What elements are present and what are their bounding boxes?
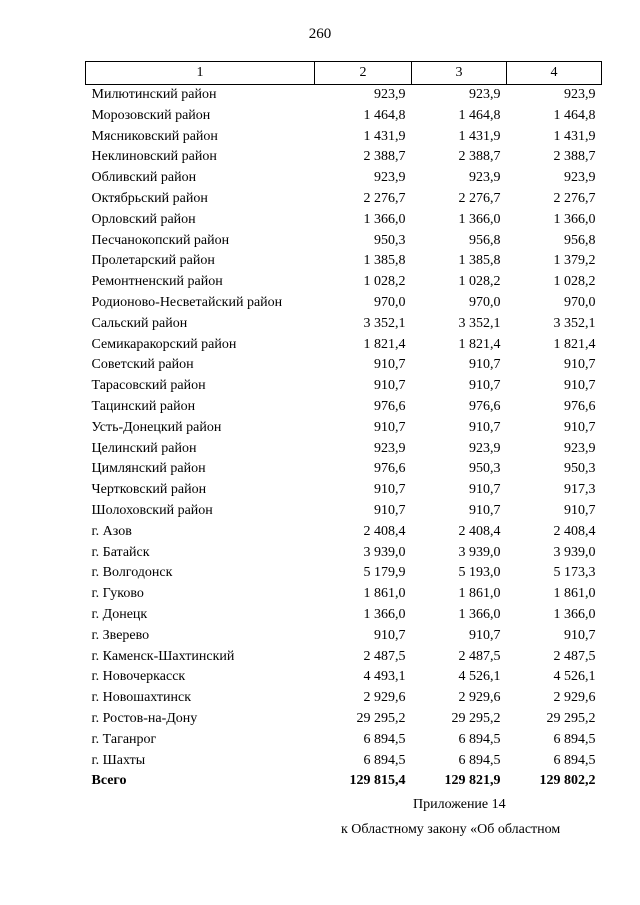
row-label: г. Волгодонск bbox=[91, 565, 173, 581]
row-value-col3: 910,7 bbox=[469, 378, 501, 394]
row-label: Пролетарский район bbox=[91, 253, 215, 269]
table-row bbox=[86, 459, 602, 480]
table-row bbox=[86, 543, 602, 564]
table-row bbox=[86, 647, 602, 668]
table-row bbox=[86, 168, 602, 189]
row-value-col3: 910,7 bbox=[469, 502, 501, 518]
row-value-col4: 3 939,0 bbox=[553, 544, 596, 560]
row-value-col2: 1 366,0 bbox=[363, 606, 406, 622]
row-value-col2: 29 295,2 bbox=[356, 710, 406, 726]
row-value-col2: 976,6 bbox=[374, 461, 406, 477]
row-value-col3: 1 028,2 bbox=[458, 274, 501, 290]
budget-table bbox=[85, 61, 602, 792]
row-value-col4: 5 173,3 bbox=[553, 565, 596, 581]
row-value-col4: 970,0 bbox=[564, 294, 596, 310]
table-row bbox=[86, 189, 602, 210]
row-value-col4: 29 295,2 bbox=[546, 710, 596, 726]
row-value-col4: 1 861,0 bbox=[553, 586, 596, 602]
row-value-col3: 3 939,0 bbox=[458, 544, 501, 560]
row-value-col3: 923,9 bbox=[469, 440, 501, 456]
row-value-col4: 2 487,5 bbox=[553, 648, 596, 664]
row-value-col4: 4 526,1 bbox=[553, 669, 596, 685]
row-value-col2: 910,7 bbox=[374, 482, 406, 498]
row-value-col2: 923,9 bbox=[374, 440, 406, 456]
row-label: Всего bbox=[91, 773, 127, 789]
row-value-col2: 1 028,2 bbox=[363, 274, 406, 290]
row-value-col3: 976,6 bbox=[469, 398, 501, 414]
row-value-col3: 1 821,4 bbox=[458, 336, 501, 352]
row-label: Октябрьский район bbox=[91, 190, 208, 206]
row-value-col4: 1 431,9 bbox=[553, 128, 596, 144]
table-row bbox=[86, 584, 602, 605]
row-value-col4: 1 366,0 bbox=[553, 606, 596, 622]
column-header-4: 4 bbox=[507, 62, 602, 85]
row-value-col2: 2 408,4 bbox=[363, 523, 406, 539]
row-value-col2: 2 487,5 bbox=[363, 648, 406, 664]
row-value-col2: 6 894,5 bbox=[363, 731, 406, 747]
row-value-col4: 1 464,8 bbox=[553, 107, 596, 123]
row-label: Милютинский район bbox=[91, 87, 217, 102]
row-value-col4: 917,3 bbox=[564, 482, 596, 498]
row-value-col4: 923,9 bbox=[564, 87, 596, 102]
table-row bbox=[86, 335, 602, 356]
row-value-col2: 1 861,0 bbox=[363, 586, 406, 602]
row-value-col4: 923,9 bbox=[564, 440, 596, 456]
row-value-col3: 910,7 bbox=[469, 482, 501, 498]
row-value-col3: 1 366,0 bbox=[458, 211, 501, 227]
row-label: г. Зверево bbox=[91, 627, 150, 643]
row-value-col2: 2 276,7 bbox=[363, 190, 406, 206]
table-row bbox=[86, 522, 602, 543]
row-value-col2: 1 464,8 bbox=[363, 107, 406, 123]
table-row bbox=[86, 418, 602, 439]
row-value-col2: 1 385,8 bbox=[363, 253, 406, 269]
row-label: г. Каменск-Шахтинский bbox=[91, 648, 235, 664]
row-value-col2: 910,7 bbox=[374, 627, 406, 643]
row-value-col2: 970,0 bbox=[374, 294, 406, 310]
row-value-col4: 1 366,0 bbox=[553, 211, 596, 227]
row-label: Обливский район bbox=[91, 170, 197, 186]
row-label: Чертковский район bbox=[91, 482, 207, 498]
row-value-col3: 923,9 bbox=[469, 87, 501, 102]
row-label: Неклиновский район bbox=[91, 149, 217, 165]
table-row bbox=[86, 355, 602, 376]
row-value-col3: 5 193,0 bbox=[458, 565, 501, 581]
table-row bbox=[86, 272, 602, 293]
row-value-col3: 2 408,4 bbox=[458, 523, 501, 539]
table-row bbox=[86, 480, 602, 501]
row-value-col4: 2 276,7 bbox=[553, 190, 596, 206]
row-label: Советский район bbox=[91, 357, 194, 373]
row-value-col4: 6 894,5 bbox=[553, 752, 596, 768]
table-row bbox=[86, 439, 602, 460]
row-value-col2: 1 431,9 bbox=[363, 128, 406, 144]
row-value-col3: 6 894,5 bbox=[458, 731, 501, 747]
row-value-col4: 976,6 bbox=[564, 398, 596, 414]
table-row bbox=[86, 605, 602, 626]
row-value-col4: 1 379,2 bbox=[553, 253, 596, 269]
column-header-3: 3 bbox=[412, 62, 507, 85]
row-value-col3: 2 487,5 bbox=[458, 648, 501, 664]
row-value-col4: 956,8 bbox=[564, 232, 596, 248]
row-value-col2: 910,7 bbox=[374, 419, 406, 435]
table-row bbox=[86, 751, 602, 772]
row-label: Семикаракорский район bbox=[91, 336, 237, 352]
row-label: г. Новочеркасск bbox=[91, 669, 186, 685]
table-row bbox=[86, 667, 602, 688]
row-value-col4: 2 388,7 bbox=[553, 149, 596, 165]
table-row bbox=[86, 376, 602, 397]
table-row bbox=[86, 709, 602, 730]
row-value-col3: 1 385,8 bbox=[458, 253, 501, 269]
row-label: Шолоховский район bbox=[91, 502, 213, 518]
table-row bbox=[86, 626, 602, 647]
row-label: Родионово-Несветайский район bbox=[91, 294, 283, 310]
row-value-col4: 910,7 bbox=[564, 357, 596, 373]
table-row bbox=[86, 127, 602, 148]
row-value-col3: 910,7 bbox=[469, 419, 501, 435]
row-value-col3: 129 821,9 bbox=[444, 773, 501, 789]
column-header-1: 1 bbox=[86, 62, 315, 85]
row-value-col3: 2 276,7 bbox=[458, 190, 501, 206]
row-label: г. Батайск bbox=[91, 544, 150, 560]
table-row bbox=[86, 251, 602, 272]
row-value-col2: 923,9 bbox=[374, 170, 406, 186]
row-label: Тацинский район bbox=[91, 398, 196, 414]
row-value-col3: 1 431,9 bbox=[458, 128, 501, 144]
table-row bbox=[86, 314, 602, 335]
row-value-col3: 1 366,0 bbox=[458, 606, 501, 622]
row-value-col2: 6 894,5 bbox=[363, 752, 406, 768]
row-value-col2: 1 366,0 bbox=[363, 211, 406, 227]
row-value-col2: 910,7 bbox=[374, 357, 406, 373]
row-value-col3: 4 526,1 bbox=[458, 669, 501, 685]
row-value-col4: 1 028,2 bbox=[553, 274, 596, 290]
row-value-col3: 950,3 bbox=[469, 461, 501, 477]
row-value-col3: 923,9 bbox=[469, 170, 501, 186]
row-value-col4: 923,9 bbox=[564, 170, 596, 186]
row-value-col3: 2 388,7 bbox=[458, 149, 501, 165]
row-value-col3: 6 894,5 bbox=[458, 752, 501, 768]
row-label: Цимлянский район bbox=[91, 461, 206, 477]
table-row bbox=[86, 85, 602, 106]
row-value-col3: 3 352,1 bbox=[458, 315, 501, 331]
row-value-col2: 950,3 bbox=[374, 232, 406, 248]
row-value-col4: 1 821,4 bbox=[553, 336, 596, 352]
row-value-col3: 1 861,0 bbox=[458, 586, 501, 602]
row-label: г. Шахты bbox=[91, 752, 146, 768]
appendix-caption-text: к Областному закону «Об областном bbox=[341, 822, 561, 837]
row-value-col2: 910,7 bbox=[374, 378, 406, 394]
row-value-col2: 1 821,4 bbox=[363, 336, 406, 352]
row-value-col3: 29 295,2 bbox=[451, 710, 501, 726]
row-value-col3: 2 929,6 bbox=[458, 690, 501, 706]
table-body bbox=[86, 85, 602, 793]
table-row bbox=[86, 563, 602, 584]
row-value-col4: 6 894,5 bbox=[553, 731, 596, 747]
row-value-col2: 2 929,6 bbox=[363, 690, 406, 706]
row-label: Песчанокопский район bbox=[91, 232, 230, 248]
appendix-title-text: Приложение 14 bbox=[413, 797, 506, 812]
row-label: г. Гуково bbox=[91, 586, 144, 602]
row-label: г. Ростов-на-Дону bbox=[91, 710, 198, 726]
table-row bbox=[86, 210, 602, 231]
row-value-col2: 129 815,4 bbox=[349, 773, 406, 789]
row-value-col4: 2 408,4 bbox=[553, 523, 596, 539]
page-number: 260 bbox=[308, 26, 332, 42]
row-value-col4: 950,3 bbox=[564, 461, 596, 477]
table-row bbox=[86, 501, 602, 522]
row-value-col2: 3 939,0 bbox=[363, 544, 406, 560]
row-label: Мясниковский район bbox=[91, 128, 218, 144]
table-row bbox=[86, 106, 602, 127]
column-header-2: 2 bbox=[315, 62, 412, 85]
row-value-col4: 910,7 bbox=[564, 378, 596, 394]
row-label: Сальский район bbox=[91, 315, 188, 331]
row-value-col4: 2 929,6 bbox=[553, 690, 596, 706]
row-value-col3: 910,7 bbox=[469, 627, 501, 643]
row-value-col2: 910,7 bbox=[374, 502, 406, 518]
row-value-col4: 129 802,2 bbox=[539, 773, 596, 789]
row-value-col4: 910,7 bbox=[564, 502, 596, 518]
row-label: Усть-Донецкий район bbox=[91, 419, 222, 435]
row-value-col3: 970,0 bbox=[469, 294, 501, 310]
row-label: г. Новошахтинск bbox=[91, 690, 192, 706]
row-label: Ремонтненский район bbox=[91, 274, 223, 290]
row-value-col2: 2 388,7 bbox=[363, 149, 406, 165]
total-row bbox=[86, 771, 602, 792]
table-row bbox=[86, 397, 602, 418]
row-value-col2: 4 493,1 bbox=[363, 669, 406, 685]
row-label: г. Таганрог bbox=[91, 731, 157, 747]
row-value-col4: 910,7 bbox=[564, 419, 596, 435]
row-value-col3: 956,8 bbox=[469, 232, 501, 248]
row-value-col4: 910,7 bbox=[564, 627, 596, 643]
table-row bbox=[86, 231, 602, 252]
row-label: г. Азов bbox=[91, 523, 132, 539]
table-header bbox=[86, 62, 602, 85]
row-label: г. Донецк bbox=[91, 606, 148, 622]
row-label: Орловский район bbox=[91, 211, 196, 227]
row-value-col2: 923,9 bbox=[374, 87, 406, 102]
row-value-col3: 910,7 bbox=[469, 357, 501, 373]
table-row bbox=[86, 293, 602, 314]
table-row bbox=[86, 730, 602, 751]
row-value-col2: 3 352,1 bbox=[363, 315, 406, 331]
row-value-col2: 976,6 bbox=[374, 398, 406, 414]
row-value-col3: 1 464,8 bbox=[458, 107, 501, 123]
row-value-col4: 3 352,1 bbox=[553, 315, 596, 331]
row-value-col2: 5 179,9 bbox=[363, 565, 406, 581]
row-label: Целинский район bbox=[91, 440, 197, 456]
table-row bbox=[86, 147, 602, 168]
table-row bbox=[86, 688, 602, 709]
row-label: Морозовский район bbox=[91, 107, 211, 123]
row-label: Тарасовский район bbox=[91, 378, 206, 394]
